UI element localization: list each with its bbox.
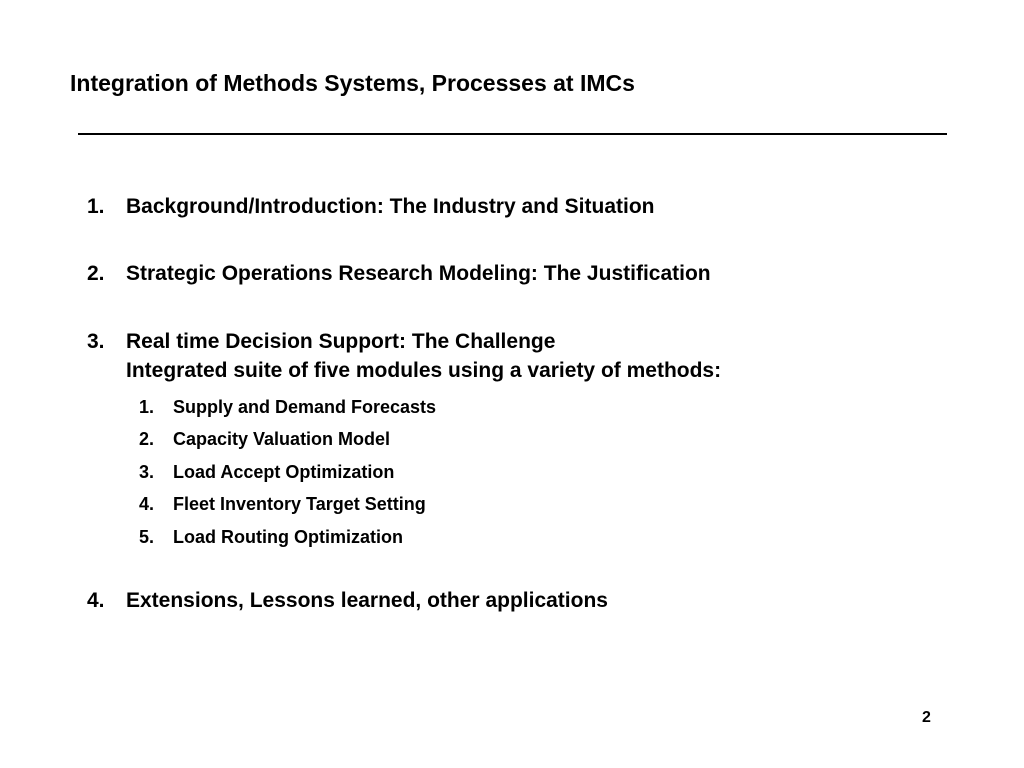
module-text: Load Accept Optimization xyxy=(173,462,395,482)
agenda-text: Real time Decision Support: The Challenge xyxy=(126,330,556,353)
slide-title: Integration of Methods Systems, Processes at IMCs xyxy=(70,70,635,96)
module-text: Capacity Valuation Model xyxy=(173,429,391,449)
title-divider xyxy=(78,133,947,135)
module-text: Fleet Inventory Target Setting xyxy=(173,494,426,514)
module-number: 1. xyxy=(139,397,155,417)
agenda-number: 1. xyxy=(87,195,105,218)
module-number: 5. xyxy=(139,527,155,547)
module-number: 3. xyxy=(139,462,155,482)
agenda-text-line2: Integrated suite of five modules using a variety of methods: xyxy=(126,359,722,382)
module-number: 2. xyxy=(139,429,155,449)
agenda-number: 3. xyxy=(87,330,105,353)
module-text: Load Routing Optimization xyxy=(173,527,403,547)
module-text: Supply and Demand Forecasts xyxy=(173,397,437,417)
agenda-number: 2. xyxy=(87,262,105,285)
agenda-text: Extensions, Lessons learned, other applications xyxy=(126,589,608,612)
agenda-text: Background/Introduction: The Industry and Situation xyxy=(126,195,655,218)
module-number: 4. xyxy=(139,494,155,514)
page-number: 2 xyxy=(922,709,931,726)
agenda-text: Strategic Operations Research Modeling: The Justification xyxy=(126,262,711,285)
agenda-number: 4. xyxy=(87,589,105,612)
